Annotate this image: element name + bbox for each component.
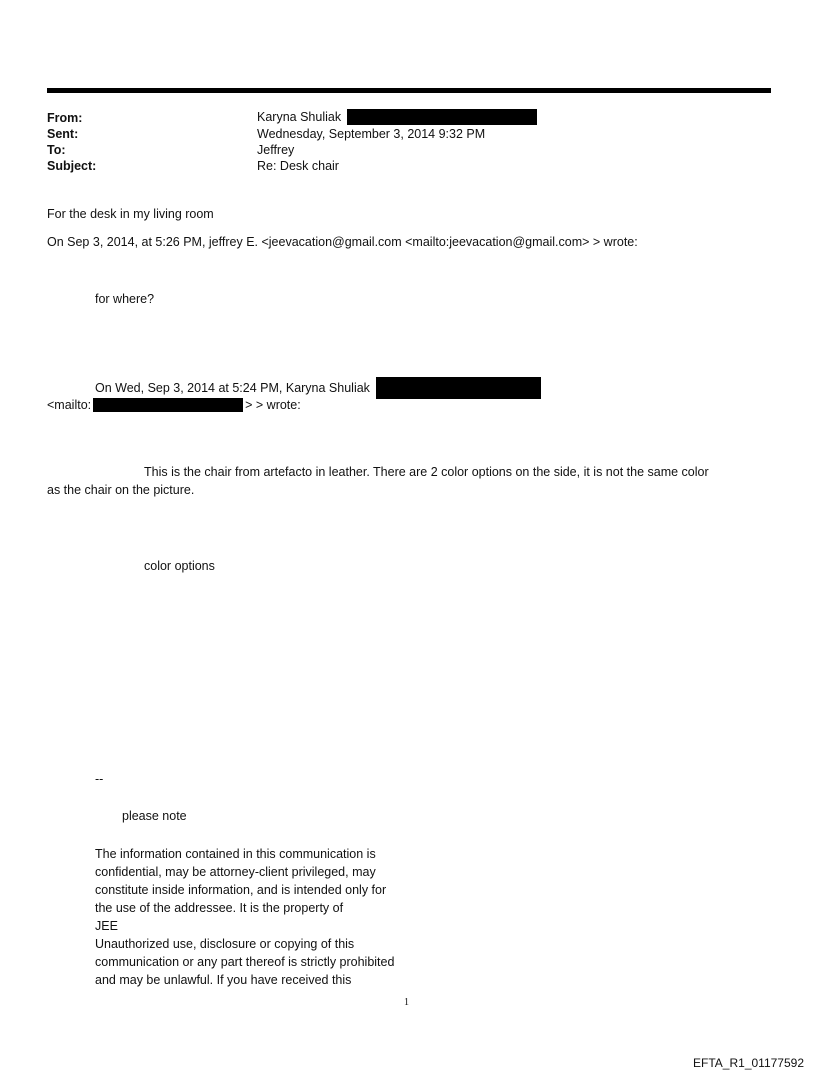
quote1-header: On Sep 3, 2014, at 5:26 PM, jeffrey E. <jeevacation@gmail.com <mailto:jeevacation@gmail.com> > wrote: (47, 235, 638, 249)
disclaimer-line: the use of the addressee. It is the property of (95, 901, 344, 915)
disclaimer-line: and may be unlawful. If you have received this (95, 973, 352, 987)
redaction (93, 398, 243, 412)
disclaimer-line: JEE (95, 919, 118, 933)
disclaimer-line: communication or any part thereof is strictly prohibited (95, 955, 395, 969)
from-row (257, 109, 537, 125)
to-value: Jeffrey (257, 143, 295, 157)
subject-label: Subject: (47, 159, 97, 173)
to-label: To: (47, 143, 66, 157)
disclaimer-line: The information contained in this communication is (95, 847, 376, 861)
color-options-text: color options (144, 559, 215, 573)
disclaimer-line: constitute inside information, and is intended only for (95, 883, 387, 897)
quote2-mailto-row (47, 397, 301, 413)
from-value: Karyna Shuliak (257, 110, 342, 124)
quote2-mailto-suffix: > > wrote: (245, 398, 301, 412)
reply-text: For the desk in my living room (47, 207, 214, 221)
please-note: please note (122, 809, 187, 823)
sent-value: Wednesday, September 3, 2014 9:32 PM (257, 127, 486, 141)
signature-separator: -- (95, 772, 104, 786)
quote2-line1: This is the chair from artefacto in leather. There are 2 color options on the side, it is not the same color (144, 465, 709, 479)
from-label: From: (47, 111, 83, 125)
document-id: EFTA_R1_01177592 (693, 1056, 804, 1070)
redaction (347, 109, 537, 125)
quote1-text: for where? (95, 292, 155, 306)
page-number: 1 (404, 997, 409, 1008)
header-rule (47, 88, 771, 93)
sent-label: Sent: (47, 127, 79, 141)
quote2-header-row (95, 377, 541, 399)
subject-value: Re: Desk chair (257, 159, 339, 173)
disclaimer-line: Unauthorized use, disclosure or copying of this (95, 937, 355, 951)
quote2-header: On Wed, Sep 3, 2014 at 5:24 PM, Karyna Shuliak (95, 381, 370, 395)
quote2-mailto-prefix: <mailto: (47, 398, 92, 412)
quote2-line2: as the chair on the picture. (47, 483, 195, 497)
disclaimer-line: confidential, may be attorney-client privileged, may (95, 865, 376, 879)
redaction (376, 377, 541, 399)
